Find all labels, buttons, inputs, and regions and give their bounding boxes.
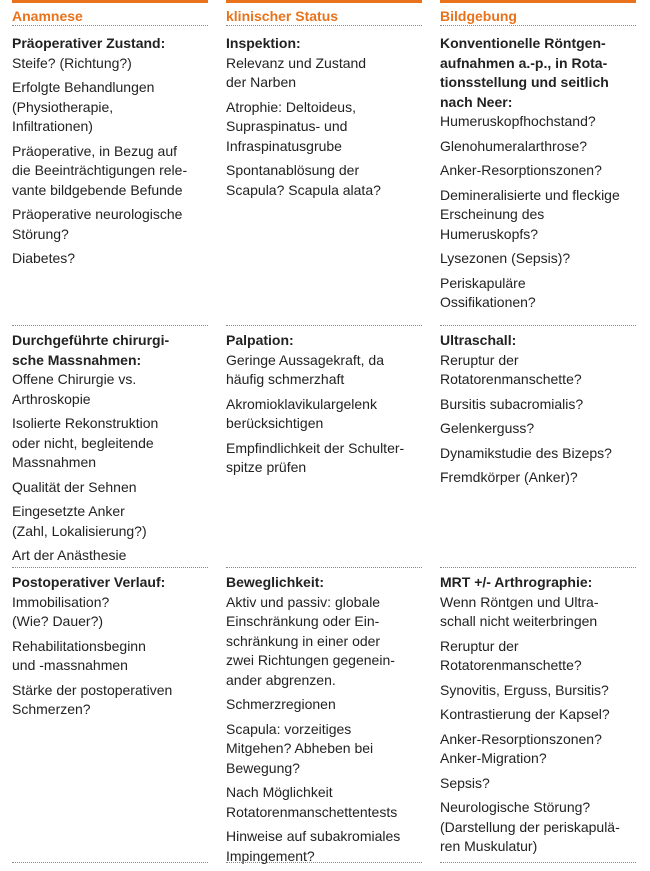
- list-item: Eingesetzte Anker (Zahl, Lokalisierung?): [12, 503, 147, 539]
- list-item: Diabetes?: [12, 250, 76, 266]
- list-item: Offene Chirurgie vs. Arthroskopie: [12, 371, 137, 407]
- column-2: [226, 0, 422, 867]
- list-item: Relevanz und Zustand der Narben: [226, 54, 367, 90]
- list-item: Anker-Resorptionszonen? Anker-Migration?: [440, 730, 602, 766]
- row-divider: [440, 325, 636, 326]
- list-item: Lysezonen (Sepsis)?: [440, 250, 571, 266]
- row-divider: [226, 567, 422, 568]
- list-item: Demineralisierte und fleckige Erscheinung des Humeruskopfs?: [440, 186, 620, 242]
- list-item: Wenn Röntgen und Ultra- schall nicht weiterbringen: [440, 593, 599, 629]
- list-item: Präoperative, in Bezug auf die Beeinträchtigungen rele- vante bildgebende Befunde: [12, 142, 188, 198]
- list-item: Dynamikstudie des Bizeps?: [440, 444, 612, 461]
- list-item: Anker-Resorptionszonen?: [440, 162, 602, 178]
- cell-title: Beweglichkeit:: [226, 574, 325, 590]
- list-item: Reruptur der Rotatorenmanschette?: [440, 637, 582, 673]
- row-divider: [12, 567, 208, 568]
- list-item: Atrophie: Deltoideus, Supraspinatus- und Infraspinatusgrube: [226, 98, 356, 154]
- column-3: [440, 0, 636, 867]
- table-cell: [440, 30, 636, 318]
- table-cell: [226, 569, 422, 871]
- list-item: Nach Möglichkeit Rotatorenmanschettentests: [226, 784, 398, 820]
- list-item: Hinweise auf subakromiales Impingement?: [226, 828, 401, 864]
- list-item: Neurologische Störung? (Darstellung der periskapulä- ren Muskulatur): [440, 799, 620, 854]
- list-item: Rehabilitationsbeginn und -massnahmen: [12, 637, 146, 673]
- list-item: Scapula: vorzeitiges Mitgehen? Abheben bei Bewegung?: [226, 720, 374, 776]
- column-header: klinischer Status: [226, 0, 422, 26]
- row-divider: [440, 567, 636, 568]
- list-item: Glenohumeralarthrose?: [440, 137, 588, 154]
- list-item: Geringe Aussagekraft, da häufig schmerzhaft: [226, 351, 384, 387]
- list-item: Fremdkörper (Anker)?: [440, 469, 578, 485]
- list-item: Präoperative neurologische Störung?: [12, 206, 183, 242]
- cell-title: Konventionelle Röntgen- aufnahmen a.-p., in Rota- tionsstellung und seitlich nach Neer:: [440, 35, 609, 110]
- list-item: Empfindlichkeit der Schulter- spitze prüfen: [226, 439, 405, 475]
- table-cell: [226, 327, 422, 483]
- list-item: Synovitis, Erguss, Bursitis?: [440, 681, 609, 698]
- column-1: [12, 0, 208, 867]
- list-item: Erfolgte Behandlungen (Physiotherapie, Infiltrationen): [12, 79, 155, 134]
- cell-title: Postoperativer Verlauf:: [12, 574, 166, 590]
- list-item: Aktiv und passiv: globale Einschränkung oder Ein- schränkung in einer oder zwei Richtungen gegenein- ander abgrenzen.: [226, 593, 395, 688]
- list-item: Stärke der postoperativen Schmerzen?: [12, 681, 173, 717]
- table-cell: [12, 569, 208, 725]
- column-header: Bildgebung: [440, 0, 636, 26]
- table-bottom-divider: [440, 862, 636, 863]
- cell-title: Durchgeführte chirurgi- sche Massnahmen:: [12, 332, 170, 368]
- table-cell: [12, 327, 208, 571]
- list-item: Humeruskopfhochstand?: [440, 113, 596, 129]
- cell-title: MRT +/- Arthrographie:: [440, 574, 593, 590]
- row-divider: [12, 325, 208, 326]
- table-bottom-divider: [226, 862, 422, 863]
- list-item: Periskapuläre Ossifikationen?: [440, 274, 536, 310]
- table-cell: [440, 327, 636, 493]
- list-item: Immobilisation? (Wie? Dauer?): [12, 593, 110, 629]
- list-item: Art der Anästhesie: [12, 547, 127, 563]
- list-item: Reruptur der Rotatorenmanschette?: [440, 351, 582, 387]
- table-cell: [440, 569, 636, 862]
- list-item: Gelenkerguss?: [440, 420, 535, 436]
- cell-title: Inspektion:: [226, 35, 301, 51]
- table-cell: [12, 30, 208, 274]
- list-item: Schmerzregionen: [226, 696, 336, 712]
- list-item: Spontanablösung der Scapula? Scapula alata?: [226, 162, 381, 198]
- cell-title: Ultraschall:: [440, 332, 517, 348]
- list-item: Bursitis subacromialis?: [440, 395, 584, 412]
- table-cell: [226, 30, 422, 205]
- list-item: Isolierte Rekonstruktion oder nicht, begleitende Massnahmen: [12, 415, 159, 470]
- table-bottom-divider: [12, 862, 208, 863]
- row-divider: [226, 325, 422, 326]
- list-item: Akromioklavikulargelenk berücksichtigen: [226, 395, 377, 431]
- list-item: Sepsis?: [440, 774, 490, 791]
- cell-title: Präoperativer Zustand:: [12, 35, 166, 51]
- list-item: Qualität der Sehnen: [12, 478, 137, 495]
- list-item: Kontrastierung der Kapsel?: [440, 706, 610, 722]
- list-item: Steife? (Richtung?): [12, 54, 132, 71]
- cell-title: Palpation:: [226, 332, 294, 348]
- column-header: Anamnese: [12, 0, 208, 26]
